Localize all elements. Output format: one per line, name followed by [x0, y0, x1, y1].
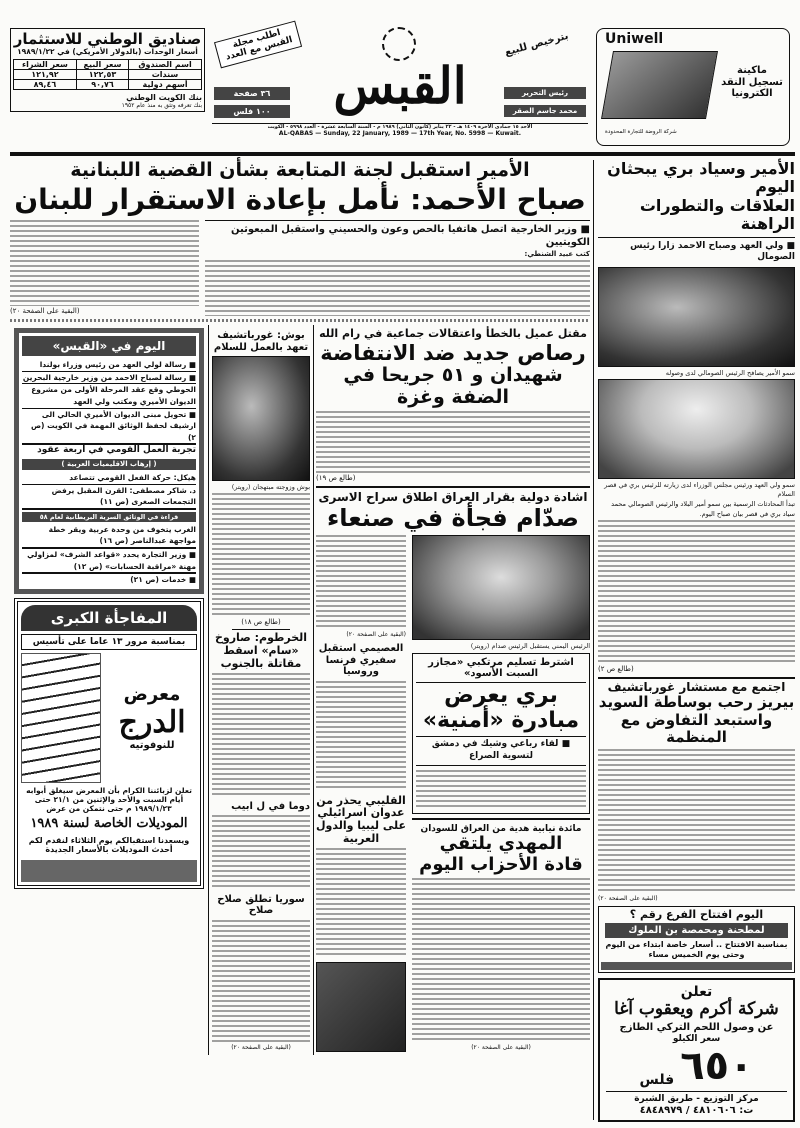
somalia-caption-2: سمو ولي العهد ورئيس مجلس الوزراء لدى زيارته للرئيس بري في قصر السلام [604, 481, 795, 498]
drag-ad [14, 598, 204, 889]
peres-continued: (البقية على الصفحة ٢٠) [598, 894, 658, 902]
list-item[interactable]: الغرب يتخوف من وحدة عربية ويقر خطة مواجهة عبدالناصر (ص ١٦) [22, 524, 196, 549]
qalibi-side-ad-image [316, 962, 406, 1052]
saddam-caption: الرئيس اليمني يستقبل الرئيس صدام (رويتر) [470, 642, 590, 651]
today-box-list [22, 359, 196, 586]
intifada-headline-1: رصاص جديد ضد الانتفاضة [320, 340, 586, 365]
drag-ad-occasion: بمناسبة مرور ١٣ عاما على تأسيس [21, 634, 197, 650]
column-divider [313, 325, 314, 1055]
list-item[interactable]: الحوطي وقع عقد المرحلة الأولى من مشروع الديوان الأميري ومكتب ولي العهد [22, 384, 196, 408]
bush-photo [212, 356, 310, 481]
list-item[interactable]: ■ رسالة لولي العهد من رئيس وزراء بولندا [22, 359, 196, 372]
agha-currency: فلس [639, 1072, 675, 1089]
bank-name: بنك الكويت الوطني [126, 92, 202, 102]
uniwell-brand: Uniwell [605, 31, 664, 47]
saddam-kicker: اشادة دولية بقرار العراق اطلاق سراح الاسرى [318, 489, 588, 504]
agha-price-row [600, 1044, 793, 1088]
divider [232, 629, 290, 630]
lead-continued: (البقية على الصفحة ٢٠) [10, 306, 80, 315]
drag-ad-name: الدرج [118, 704, 186, 740]
sudan-continued: (البقية على الصفحة ٢٠) [471, 1044, 531, 1051]
list-item[interactable]: د. شاكر مصطفى: القرن المقبل يرفض التجمعات الصغرى (ص ١١) [22, 485, 196, 510]
somalia-lead: تبدأ المحادثات الرسمية بين سمو أمير البلاد والرئيس الصومالي محمد سياد بري في قصر بيان صباح اليوم. [611, 500, 795, 518]
editor-label: رئيس التحرير [504, 87, 586, 99]
lead-story [10, 160, 590, 316]
berri-headline-2: مبادرة «أمنية» [422, 708, 580, 734]
uniwell-text: ماكينة تسجيل النقد الكترونيا [721, 65, 783, 99]
somalia-caption-1: سمو الأمير يصافح الرئيس الصومالي لدى وصوله [665, 368, 795, 377]
cash-register-image [601, 51, 718, 119]
fund-subtitle: أسعار الوحدات (بالدولار الأمريكي) في ١٩٨٩/١/٢٢ [17, 47, 198, 57]
drag-ad-footer: ويسعدنا استقبالكم يوم الثلاثاء لنقدم لكم أحدث الموديلات بالأسعار الجديدة [28, 836, 190, 855]
divider [316, 486, 590, 488]
table-header: سعر الشراء [14, 59, 77, 69]
intifada-headline-2: شهيدان و ٥١ جريحا في الضفة وغزة [343, 363, 563, 408]
somalia-subhead-text: ولي العهد وصباح الاحمد زارا رئيس الصومال [630, 240, 795, 263]
intifada-body [316, 411, 590, 473]
somalia-continued: (طالع ص ٢) [598, 665, 634, 674]
table-row: سندات ١٢٢,٥٣ ١٢١,٩٢ [14, 69, 202, 79]
editor-name: محمد جاسم الصقر [504, 105, 586, 117]
sudan-body [412, 878, 590, 1043]
masthead [212, 25, 588, 149]
malouk-title: اليوم افتتاح الفرع رقم ؟ [629, 907, 764, 921]
center-lower-main [412, 535, 590, 1052]
fund-table [13, 59, 202, 90]
khartoum-headline: الخرطوم: صاروخ «سام» اسقط مقاتلة بالجنوب [214, 631, 308, 670]
agha-price-label: سعر الكيلو [672, 1033, 721, 1044]
date-arabic: الأحد ١٥ جمادى الآخرة ١٤٠٩ هـ - ٢٢ يناير (كانون الثاني) ١٩٨٩ م - السنة السابعة عشرة - العدد ٥٩٩٨ - الكويت [267, 124, 533, 130]
lead-byline: كتب عبيد الشنطي: [524, 250, 590, 259]
syria-continued: (البقية على الصفحة ٢٠) [231, 1044, 291, 1052]
page-count: ٣٦ صفحة [214, 87, 290, 100]
newspaper-logo: القبس [333, 56, 467, 115]
qalibi-headline: القليبي يحذر من عدوان اسرائيلي على ليبيا والدول العربية [316, 793, 406, 845]
malouk-name: لمطحنة ومحمصة بن الملوك [605, 923, 788, 938]
today-box-title: اليوم في «القبس» [22, 336, 196, 356]
list-item[interactable]: تجربة العمل القومي في أربعة عقود [37, 445, 196, 456]
uniwell-company: شركة الروضة للتجارة المحدودة [605, 129, 677, 135]
center-column [316, 328, 590, 1052]
divider [10, 319, 590, 322]
agha-company: شركة أكرم ويعقوب آغا [614, 998, 779, 1019]
drag-ad-title: المفاجأة الكبرى [21, 605, 197, 631]
agha-price: ٦٥٠ [680, 1043, 754, 1090]
lead-headline: صباح الأحمد: نأمل بإعادة الاستقرار للبنان [14, 182, 586, 216]
agha-phone: ت: ٤٨١٠٦٠٦ / ٤٨٤٨٩٧٩ [639, 1104, 754, 1116]
somalia-headline-1: الأمير وسياد بري يبحثان اليوم [607, 159, 795, 197]
tagline: بترخيص للبيع [503, 30, 570, 59]
somalia-photo-1 [598, 267, 795, 367]
list-item[interactable]: ( إرهاب الاقليميات العربية ) [22, 459, 196, 470]
magazine-promo: اطلب مجلة القبس مع العدد [214, 21, 302, 69]
list-item[interactable]: قراءة في الوثائق السرية البريطانية لعام ٥٨ [22, 512, 196, 522]
saddam-photo [412, 535, 590, 640]
saddam-continued: (البقية على الصفحة ٢٠) [346, 631, 406, 639]
intifada-kicker: مقتل عميل بالخطأ واعتقالات جماعية في رام الله [319, 327, 587, 340]
lead-body-row [10, 220, 590, 316]
osaimi-headline: العصيمي استقبل سفيري فرنسا وروسيا [318, 643, 404, 678]
table-header: اسم الصندوق [129, 59, 202, 69]
qalibi-body [316, 848, 406, 958]
today-in-qabas-box [14, 328, 204, 594]
berri-subhead: ■ لقاء رباعي وشيك في دمشق لتسوية الصراع [416, 736, 586, 765]
drag-ad-body: تعلن لزبائننا الكرام بأن المعرض سيغلق أبوابه أيام السبت والأحد والإثنين من ٢١/١ حتى ١٩٨٩/١/٢٣ م حتى نتمكن من عرض [26, 786, 192, 813]
somalia-headline-2: العلاقات والتطورات الراهنة [639, 195, 795, 234]
left-column [14, 328, 204, 1118]
bank-slogan: بنك تعرفه وتثق به منذ عام ١٩٥٢ [121, 101, 202, 109]
malouk-ad [598, 906, 795, 973]
lead-kicker: الأمير استقبل لجنة المتابعة بشأن القضية اللبنانية [70, 159, 530, 181]
ad-footer-bar [21, 860, 197, 882]
list-item[interactable]: ■ خدمات (ص ٢١) [130, 575, 196, 585]
date-english: AL-QABAS — Sunday, 22 January, 1989 — 17th Year, No. 5998 — Kuwait. [278, 129, 522, 137]
masthead-rule [10, 152, 795, 156]
somalia-body [598, 520, 795, 664]
berri-kicker: اشترط تسليم مرتكبي «مجازر السبت الأسود» [416, 657, 586, 683]
drag-ad-visual [21, 653, 197, 783]
table-header: سعر البيع [76, 59, 128, 69]
intifada-continued: (طالع ص ١٩) [316, 474, 356, 483]
price: ١٠٠ فلس [214, 105, 290, 118]
center-lower-row [316, 535, 590, 1052]
berri-story-box [412, 653, 590, 814]
agha-ad [598, 978, 795, 1122]
lead-side-column [10, 220, 199, 316]
list-item[interactable]: ■ تحويل مبنى الديوان الأميري الحالي الى ارشيف لحفظ الوثائق المهمة في الكويت (ص ٢) [22, 409, 196, 446]
syria-body [212, 920, 310, 1044]
agha-product: عن وصول اللحم التركي الطازج [619, 1022, 774, 1034]
peres-body [598, 749, 795, 893]
divider [412, 818, 590, 820]
lead-subhead-text: وزير الخارجية اتصل هاتفيا بالحص وعون والحسيني واستقبل المبعوثين الكويتيين [231, 224, 590, 249]
staircase-woman-illustration [21, 653, 101, 783]
saddam-headline: صدّام فجأة في صنعاء [327, 503, 579, 532]
lead-main-column [205, 220, 590, 316]
bush-caption: بوش وزوجته مبتهجان (رويتر) [231, 483, 310, 491]
bush-continued: (طالع ص ١٨) [241, 617, 281, 626]
table-row: أسهم دولية ٩٠,٧٦ ٨٩,٤٦ [14, 79, 202, 89]
berri-body [416, 770, 586, 810]
list-item[interactable]: هيكل: حركة الفعل القومي تتصاعد [22, 472, 196, 485]
right-column [598, 160, 795, 1122]
drag-ad-exhibit: معرض [123, 683, 181, 705]
middle-left-column [212, 330, 310, 1052]
sudan-kicker: مائدة نيابية هدية من العراق للسودان [420, 823, 582, 834]
center-lower-side [316, 535, 406, 1052]
saddam-body [316, 535, 406, 630]
sudan-headline-2: قادة الأحزاب اليوم [419, 853, 583, 875]
doha-headline: دوما في ل ابيب [231, 800, 310, 812]
uniwell-ad [596, 28, 790, 146]
peres-headline-1: بيريز رحب بوساطة السويد [598, 693, 795, 712]
peres-headline-2: واستبعد التفاوض مع المنظمة [620, 710, 773, 746]
date-line [212, 123, 588, 138]
malouk-offer: بمناسبة الافتتاح .. أسعار خاصة ابتداء من اليوم وحتى يوم الخميس مساء [605, 940, 788, 959]
berri-headline-1: بري يعرض [444, 682, 558, 708]
fund-title: صناديق الوطني للاستثمار [13, 30, 202, 48]
osaimi-body [316, 681, 406, 791]
list-item[interactable]: ■ رسالة لصباح الاحمد من وزير خارجية البحرين [22, 372, 196, 385]
sudan-headline-1: المهدي يلتقي [439, 833, 563, 855]
doha-body [212, 815, 310, 889]
agha-announce: تعلن [680, 983, 713, 1000]
bush-headline: بوش: غورباتشيف تعهد بالعمل للسلام [213, 330, 309, 353]
lead-body [205, 260, 590, 316]
bush-body [212, 493, 310, 617]
syria-headline: سوريا تطلق صلاح صلاح [217, 893, 305, 916]
somalia-subhead: ■ ولي العهد وصباح الاحمد زارا رئيس الصومال [598, 237, 795, 264]
agha-location: مركز التوزيع - طريق الشبرة [606, 1091, 787, 1104]
lead-body-left [10, 220, 199, 305]
list-item[interactable]: ■ وزير التجارة يحدد «قواعد الشرف» لمزاولي مهنة «مراقبة الحسابات» (ص ١٢) [22, 549, 196, 574]
peres-kicker: اجتمع مع مستشار غورباتشيف [607, 679, 786, 694]
khartoum-body [212, 673, 310, 797]
column-divider [208, 325, 209, 1055]
ad-footer-bar [601, 962, 792, 970]
somalia-photo-2 [598, 379, 795, 479]
drag-ad-highlight: الموديلات الخاصة لسنة ١٩٨٩ [30, 816, 188, 832]
fund-price-box [10, 28, 205, 112]
drag-ad-type: للنوفوتيه [129, 740, 175, 752]
lead-subhead: ■ وزير الخارجية اتصل هاتفيا بالحص وعون والحسيني واستقبل المبعوثين الكويتيين [205, 220, 590, 249]
divider [598, 677, 795, 679]
column-divider [593, 160, 594, 1120]
